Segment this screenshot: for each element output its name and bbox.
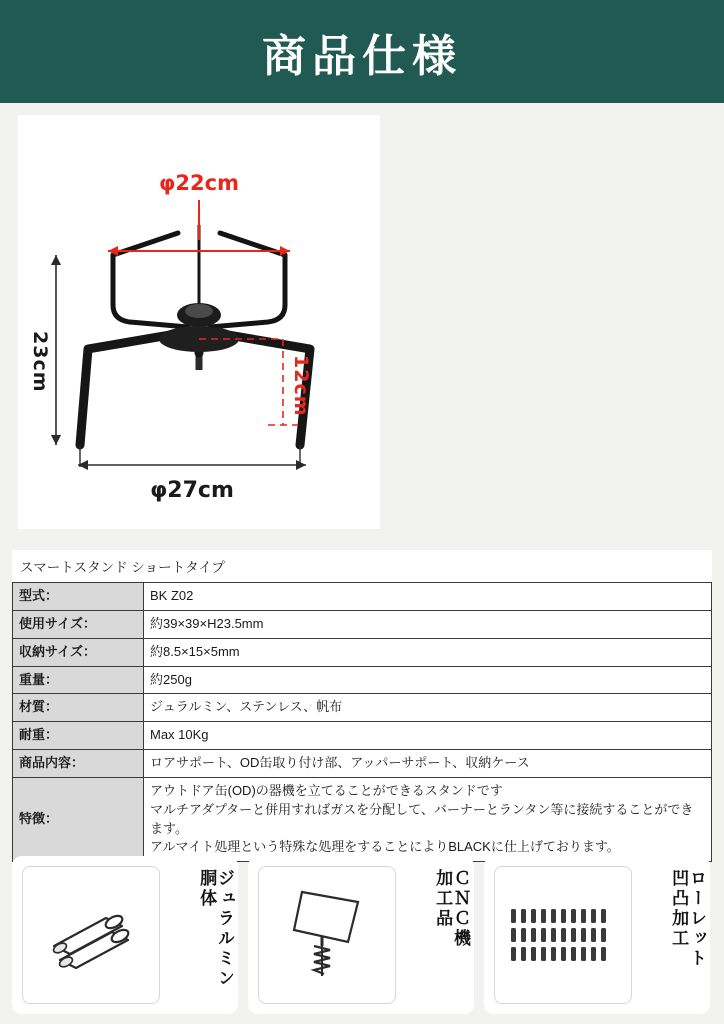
table-row — [13, 777, 712, 861]
table-row — [13, 610, 712, 638]
spec-value-line: ジュラルミン、ステンレス、帆布 — [150, 699, 343, 715]
spec-key: 耐重： — [13, 722, 144, 750]
specification-table — [12, 582, 712, 862]
spec-key: 特徴： — [13, 777, 144, 861]
table-row — [13, 694, 712, 722]
feature-label — [160, 865, 238, 1005]
spec-value — [144, 750, 712, 778]
spec-value — [144, 638, 712, 666]
spec-value-line: BK Z02 — [150, 588, 194, 603]
spec-key: 材質： — [13, 694, 144, 722]
knurling-pattern-icon — [494, 866, 632, 1004]
spec-value-line: ロアサポート、OD缶取り付け部、アッパーサポート、収納ケース — [150, 755, 530, 771]
spec-value-line: 約8.5×15×5mm — [150, 643, 240, 659]
page-header — [0, 0, 724, 103]
feature-card-cnc — [248, 856, 474, 1014]
spec-value — [144, 610, 712, 638]
feature-label — [632, 865, 710, 1005]
spec-key: 重量： — [13, 666, 144, 694]
spec-key: 収納サイズ： — [13, 638, 144, 666]
spec-key: 型式： — [13, 583, 144, 611]
product-name: スマートスタンド ショートタイプ — [12, 550, 712, 582]
svg-text:φ22cm: φ22cm — [159, 171, 239, 195]
spec-value-line: 約250g — [150, 671, 192, 687]
feature-label — [396, 865, 474, 1005]
feature-card-knurling — [484, 856, 710, 1014]
svg-text:12cm: 12cm — [290, 355, 312, 417]
spec-value — [144, 777, 712, 861]
spec-value-line: Max 10Kg — [150, 727, 209, 743]
spec-value — [144, 722, 712, 750]
product-diagram — [18, 115, 380, 529]
feature-card-duralumin — [12, 856, 238, 1014]
page-title: 商品仕様 — [262, 30, 462, 82]
feature-label-main: ＣＮＣ機 — [450, 869, 470, 949]
feature-label-main: ジュラルミン — [214, 869, 234, 989]
table-row — [13, 666, 712, 694]
feature-label-sub: 胴体 — [196, 869, 217, 909]
feature-label-main: ローレット — [686, 869, 706, 969]
table-row — [13, 722, 712, 750]
specification-section — [12, 550, 712, 862]
table-row — [13, 638, 712, 666]
svg-text:23cm: 23cm — [29, 331, 51, 393]
svg-text:φ27cm: φ27cm — [150, 478, 234, 503]
spec-key: 使用サイズ： — [13, 610, 144, 638]
spec-value-line: アルマイト処理という特殊な処理をすることによりBLACKに仕上げております。 — [150, 839, 620, 855]
spec-value-line: アウトドア缶(OD)の器機を立てることができるスタンドです — [150, 782, 503, 798]
spec-value — [144, 666, 712, 694]
spec-value — [144, 583, 712, 611]
cnc-screw-part-icon — [258, 866, 396, 1004]
feature-cards — [12, 856, 712, 1014]
spec-key: 商品内容： — [13, 750, 144, 778]
feature-label-sub: 加工品 — [432, 869, 453, 929]
table-row — [13, 750, 712, 778]
spec-value-line: 約39×39×H23.5mm — [150, 615, 264, 631]
aluminum-tubes-icon — [22, 866, 160, 1004]
table-row — [13, 583, 712, 611]
spec-value-line: マルチアダプターと併用すればガスを分配して、バーナーとランタン等に接続することができます。 — [150, 801, 694, 836]
feature-label-sub: 凹凸加工 — [668, 869, 689, 949]
spec-value — [144, 694, 712, 722]
